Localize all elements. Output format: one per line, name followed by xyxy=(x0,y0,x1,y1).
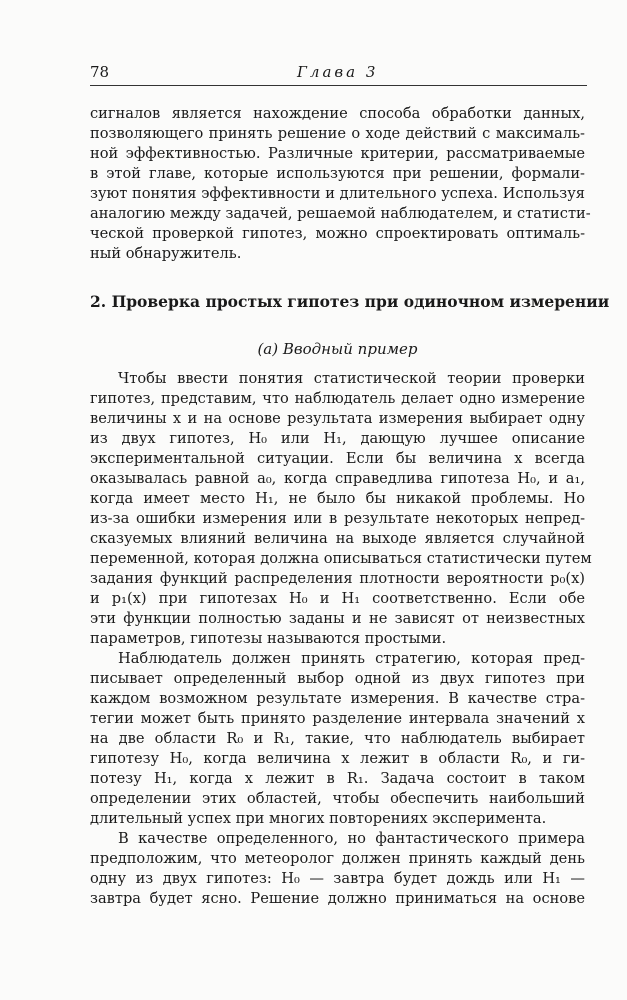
header-rule xyxy=(90,85,587,86)
text-line: гипотезу H₀, когда величина x лежит в области R₀, и ги- xyxy=(90,750,585,767)
text-line: Наблюдатель должен принять стратегию, которая пред- xyxy=(118,650,585,667)
text-line: ный обнаружитель. xyxy=(90,245,242,262)
text-line: величины x и на основе результата измерения выбирает одну xyxy=(90,410,585,427)
section-title: 2. Проверка простых гипотез при одиночном измерении xyxy=(90,292,610,311)
text-line: зуют понятия эффективности и длительного успеха. Используя xyxy=(90,185,585,202)
text-line: в этой главе, которые используются при решении, формали- xyxy=(90,165,585,182)
text-line: предположим, что метеоролог должен принять каждый день xyxy=(90,850,585,867)
text-line: переменной, которая должна описываться статистически путем xyxy=(90,550,592,567)
page-number: 78 xyxy=(90,63,110,81)
text-line: длительный успех при многих повторениях эксперимента. xyxy=(90,810,547,827)
text-line: на две области R₀ и R₁, такие, что наблюдатель выбирает xyxy=(90,730,585,747)
text-line: одну из двух гипотез: H₀ — завтра будет дождь или H₁ — xyxy=(90,870,585,887)
subsection-title: (а) Вводный пример xyxy=(257,340,418,358)
text-line: ческой проверкой гипотез, можно спроектировать оптималь- xyxy=(90,225,585,242)
text-line: эти функции полностью заданы и не зависят от неизвестных xyxy=(90,610,585,627)
text-line: гипотез, представим, что наблюдатель делает одно измерение xyxy=(90,390,585,407)
text-line: В качестве определенного, но фантастического примера xyxy=(118,830,585,847)
text-line: задания функций распределения плотности вероятности p₀(x) xyxy=(90,570,585,587)
text-line: сказуемых влияний величина на выходе является случайной xyxy=(90,530,585,547)
text-line: тегии может быть принято разделение интервала значений x xyxy=(90,710,585,727)
text-line: и p₁(x) при гипотезах H₀ и H₁ соответственно. Если обе xyxy=(90,590,585,607)
text-line: экспериментальной ситуации. Если бы величина x всегда xyxy=(90,450,585,467)
text-line: сигналов является нахождение способа обработки данных, xyxy=(90,105,585,122)
text-line: писывает определенный выбор одной из двух гипотез при xyxy=(90,670,585,687)
text-line: Чтобы ввести понятия статистической теории проверки xyxy=(118,370,585,387)
text-line: оказывалась равной a₀, когда справедлива гипотеза H₀, и a₁, xyxy=(90,470,585,487)
page-header xyxy=(90,63,585,85)
text-line: когда имеет место H₁, не было бы никакой проблемы. Но xyxy=(90,490,585,507)
text-line: завтра будет ясно. Решение должно приниматься на основе xyxy=(90,890,585,907)
text-line: из-за ошибки измерения или в результате некоторых непред- xyxy=(90,510,585,527)
text-line: из двух гипотез, H₀ или H₁, дающую лучшее описание xyxy=(90,430,585,447)
text-line: аналогию между задачей, решаемой наблюдателем, и статисти- xyxy=(90,205,591,222)
text-line: каждом возможном результате измерения. В качестве стра- xyxy=(90,690,585,707)
text-line: потезу H₁, когда x лежит в R₁. Задача состоит в таком xyxy=(90,770,585,787)
text-line: ной эффективностью. Различные критерии, рассматриваемые xyxy=(90,145,585,162)
running-title: Глава 3 xyxy=(297,63,379,81)
text-line: позволяющего принять решение о ходе действий с максималь- xyxy=(90,125,585,142)
text-line: определении этих областей, чтобы обеспечить наибольший xyxy=(90,790,585,807)
text-line: параметров, гипотезы называются простыми. xyxy=(90,630,447,647)
